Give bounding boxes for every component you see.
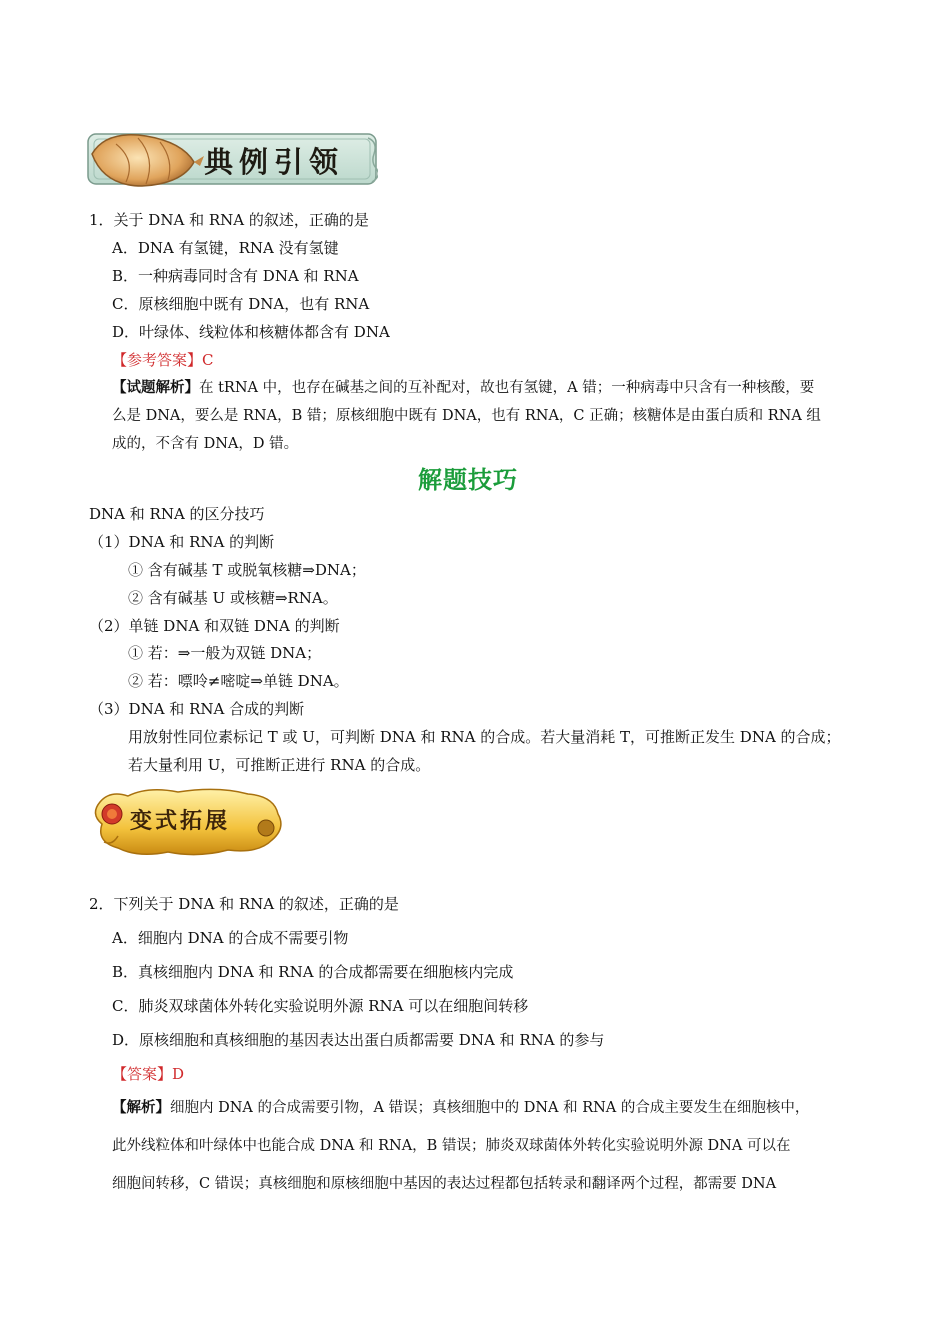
q1-option-b: B．一种病毒同时含有 DNA 和 RNA	[112, 267, 359, 285]
variant-banner-title: 变式拓展	[130, 808, 231, 834]
q2-option-c: C．肺炎双球菌体外转化实验说明外源 RNA 可以在细胞间转移	[112, 997, 529, 1015]
q2-answer-label: 【答案】	[112, 1065, 173, 1083]
q1-option-c: C．原核细胞中既有 DNA，也有 RNA	[112, 295, 370, 313]
example-banner-title: 典例引领	[204, 145, 345, 179]
tips-line-6: ① 若：⇒一般为双链 DNA；	[128, 644, 322, 662]
q1-analysis-line-1	[112, 378, 814, 398]
q1-analysis-line-2: 么是 DNA，要么是 RNA，B 错；原核细胞中既有 DNA，也有 RNA，C 正确；核糖体是由蛋白质和 RNA 组	[112, 408, 821, 424]
example-banner	[86, 126, 378, 192]
q1-answer-value: C	[202, 351, 214, 369]
tips-line-5: （2）单链 DNA 和双链 DNA 的判断	[89, 617, 340, 635]
q1-analysis-text-1: 在 tRNA 中，也存在碱基之间的互补配对，故也有氢键，A 错；一种病毒中只含有一种核酸，要	[199, 380, 815, 396]
q1-answer-label: 【参考答案】	[112, 351, 203, 369]
q1-analysis-line-3: 成的，不含有 DNA，D 错。	[112, 436, 299, 452]
q2-option-b: B．真核细胞内 DNA 和 RNA 的合成都需要在细胞核内完成	[112, 963, 514, 981]
q2-analysis-line-1	[112, 1098, 809, 1118]
tips-line-2: （1）DNA 和 RNA 的判断	[89, 533, 275, 551]
q2-stem: 2．下列关于 DNA 和 RNA 的叙述，正确的是	[89, 895, 399, 913]
q2-analysis-line-3: 细胞间转移，C 错误；真核细胞和原核细胞中基因的表达过程都包括转录和翻译两个过程，都需要 DNA	[112, 1176, 777, 1192]
tips-line-10: 若大量利用 U，可推断正进行 RNA 的合成。	[128, 756, 431, 774]
tips-line-3: ① 含有碱基 T 或脱氧核糖⇒DNA；	[128, 561, 366, 579]
q2-option-a: A．细胞内 DNA 的合成不需要引物	[112, 929, 349, 947]
q1-stem: 1．关于 DNA 和 RNA 的叙述，正确的是	[89, 211, 369, 229]
q2-answer-value: D	[172, 1065, 185, 1083]
tips-title: 解题技巧	[418, 465, 518, 494]
tips-line-9: 用放射性同位素标记 T 或 U，可判断 DNA 和 RNA 的合成。若大量消耗 T，可推断正发生 DNA 的合成；	[128, 728, 841, 746]
q1-option-a: A．DNA 有氢键，RNA 没有氢键	[112, 239, 339, 257]
q1-answer	[112, 350, 214, 370]
q2-answer	[112, 1064, 184, 1084]
q2-option-d: D．原核细胞和真核细胞的基因表达出蛋白质都需要 DNA 和 RNA 的参与	[112, 1031, 605, 1049]
q2-analysis-label: 【解析】	[112, 1099, 170, 1116]
q1-option-d: D．叶绿体、线粒体和核糖体都含有 DNA	[112, 323, 390, 341]
tips-line-7: ② 若：嘌呤≠嘧啶⇒单链 DNA。	[128, 672, 349, 690]
variant-banner	[88, 784, 288, 862]
q2-analysis-text-1: 细胞内 DNA 的合成需要引物，A 错误；真核细胞中的 DNA 和 RNA 的合成主要发生在细胞核中，	[170, 1100, 810, 1116]
tips-line-1: DNA 和 RNA 的区分技巧	[89, 505, 265, 523]
q1-analysis-label: 【试题解析】	[112, 379, 199, 396]
tips-line-8: （3）DNA 和 RNA 合成的判断	[89, 700, 305, 718]
q2-analysis-line-2: 此外线粒体和叶绿体中也能合成 DNA 和 RNA，B 错误；肺炎双球菌体外转化实验说明外源 DNA 可以在	[112, 1138, 791, 1154]
tips-line-4: ② 含有碱基 U 或核糖⇒RNA。	[128, 589, 338, 607]
